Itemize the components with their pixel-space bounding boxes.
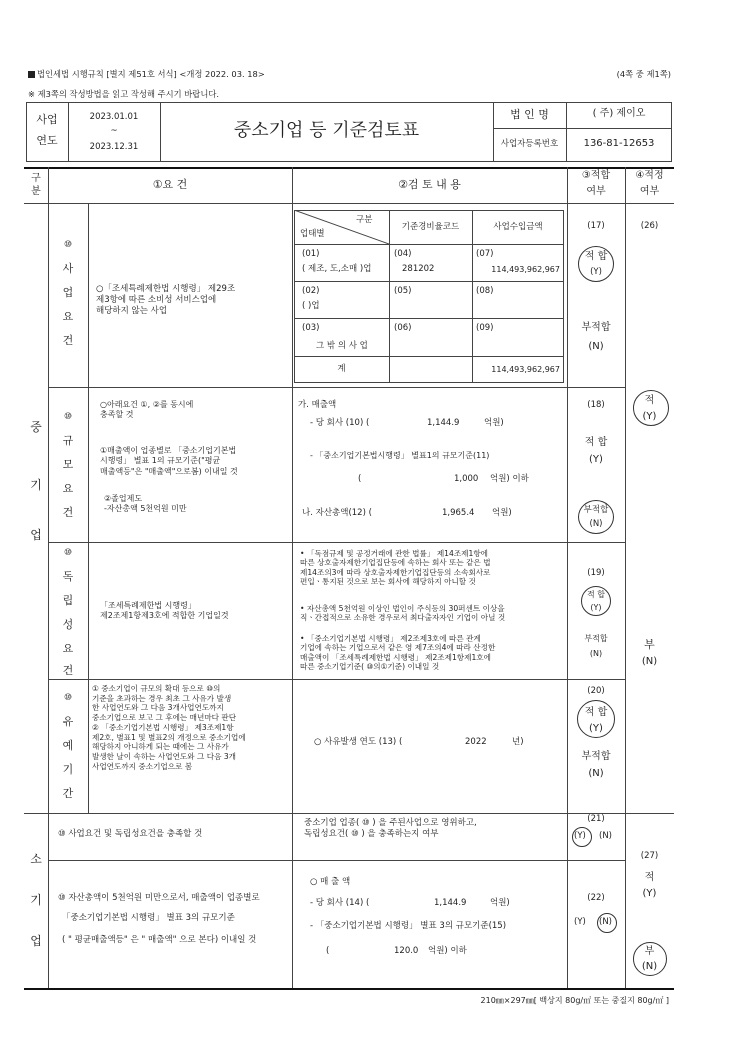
s2-company: - 당 회사 (14) (: [310, 898, 370, 908]
r102-assets-unit: 억원): [492, 508, 512, 518]
table-h-code: 기준경비율코드: [401, 222, 460, 232]
r102-assets: 나. 자산총액(12) (: [302, 508, 372, 518]
r103-requirement: 「조세특례제한법 시행령」 제2조제1항제3호에 적합한 기업일것: [100, 601, 229, 621]
s2-req1: ⑩ 자산총액이 5천억원 미만으로서, 매출액이 업종별로: [58, 893, 260, 903]
r102-number: ⑩: [63, 412, 73, 422]
year-label-2: 연도: [36, 134, 58, 147]
s2-fit-no: (22): [587, 893, 605, 903]
r103-review-1: • 「독점규제 및 공정거래에 관한 법률」 제14조제1항에 따른 상호출자제한기업집단등에 속하는 회사 또는 같은 법 제14조의3에 따라 상호출자제한기업집단등의 소속회사로 편입ㆍ통지된 것으로 보는 회사에 해당하지 아니할 것: [300, 549, 491, 587]
r101-label-1: 사: [62, 262, 74, 275]
col-fit4-b: 여부: [639, 186, 660, 197]
r103-label-1: 독: [62, 570, 74, 583]
r102-fit-yes: 적 합: [584, 437, 608, 448]
r103-label-3: 성: [62, 618, 74, 631]
s2-criteria-unit: 억원) 이하: [428, 946, 467, 956]
r101-unfit-n: (N): [588, 341, 604, 352]
r104-label-4: 간: [62, 787, 74, 800]
s1-n: (N): [599, 831, 612, 841]
s2-company-amt: 1,144.9: [434, 898, 467, 908]
page-title: 중소기업 등 기준검토표: [233, 120, 420, 141]
period-start: 2023.01.01: [89, 112, 139, 122]
reg-no-label: 사업자등록번호: [500, 139, 559, 149]
corp-name-label: 법 인 명: [510, 108, 549, 121]
table-r3-codeno: (06): [394, 323, 412, 333]
r102-company: - 당 회사 (10) (: [310, 418, 370, 428]
r102-req3: ②졸업제도 -자산총액 5천억원 미만: [104, 494, 187, 514]
col-requirement: ①요 건: [152, 178, 188, 191]
law-text: 법인세법 시행규칙 [별지 제51호 서식] <개정 2022. 03. 18>: [37, 69, 265, 79]
s1-fit-no: (21): [587, 814, 605, 824]
r104-fit-no: (20): [587, 686, 605, 696]
s2-req2: 「중소기업기본법 시행령」 별표 3의 규모기준: [62, 913, 235, 923]
r102-criteria-open: (: [358, 474, 362, 484]
col-review: ②검 토 내 용: [398, 178, 461, 191]
r102-assets-amt: 1,965.4: [442, 508, 475, 518]
r101-fit-no: (17): [587, 221, 605, 231]
r103-fit-yes-y: (Y): [590, 603, 602, 612]
r101-fit-yes: 적 합: [584, 251, 608, 262]
table-r1-codeno: (04): [394, 249, 412, 259]
so-fit4-yes-y: (Y): [642, 888, 657, 899]
instruction-note: ※ 제3쪽의 작성방법을 읽고 작성해 주시기 바랍니다.: [28, 89, 219, 99]
jung-fit4-yes: 적: [644, 395, 655, 406]
table-r2-amtno: (08): [476, 286, 494, 296]
r102-criteria-unit: 억원) 이하: [490, 474, 529, 484]
so-fit4-unfit-n: (N): [641, 961, 658, 972]
r104-fit-yes: 적 합: [584, 707, 608, 718]
col-fit3-b: 여부: [586, 186, 606, 197]
s2-criteria-open: (: [326, 946, 330, 956]
r104-year: 2022: [465, 737, 487, 747]
s1-requirement: ⑩ 사업요건 및 독립성요건을 충족할 것: [58, 829, 203, 839]
r101-unfit: 부적합: [581, 322, 611, 333]
table-r2-no: (02): [302, 286, 320, 296]
r104-requirement: ① 중소기업이 규모의 확대 등으로 ⑩의 기준을 초과하는 경우 최초 그 사유가 발생 한 사업연도와 그 다음 3개사업연도까지 중소기업으로 보고 그 후에는 매년마다 판단 ② 「중소기업기본법 시행령」 제3조제1항 제2호, 별표1 및 별표2의 개정으로 중소기업에 해당하지 아니하게 되는 때에는 그 사유가 발생한 날이 속하는 사업연도와 그 다음 3개 사업연도까지 중소기업으로 봄: [92, 684, 246, 771]
square-bullet-icon: [28, 71, 35, 78]
r102-unfit: 부적합: [583, 505, 609, 515]
paper-size-footer: 210㎜×297㎜[ 백상지 80g/㎡ 또는 중질지 80g/㎡ ]: [480, 996, 669, 1005]
table-total-label: 계: [337, 364, 346, 374]
side-so-3: 업: [30, 934, 42, 948]
s2-company-unit: 억원): [490, 898, 510, 908]
r104-unfit: 부적합: [581, 751, 611, 762]
jung-fit4-unfit: 부: [644, 638, 655, 651]
side-so-1: 소: [30, 852, 42, 866]
r103-label-4: 요: [62, 642, 74, 655]
r102-fit-yes-y: (Y): [589, 454, 603, 465]
r102-criteria: - 「중소기업기본법시행령」 별표1의 규모기준(11): [310, 451, 490, 460]
r103-number: ⑩: [63, 548, 73, 558]
r102-label-1: 규: [62, 434, 74, 447]
r102-unfit-n: (N): [589, 519, 603, 529]
corp-name: ( 주) 제이오: [592, 108, 646, 119]
r103-fit-yes: 적 합: [587, 590, 605, 599]
side-jung-2: 기: [30, 478, 42, 492]
r102-req2: ①매출액이 업종별로 「중소기업기본법 시행령」 별표 1의 규모기준("평균 매출액등"은 "매출액"으로봄) 이내일 것: [100, 446, 238, 476]
r104-label-1: 유: [62, 715, 74, 728]
r104-label-2: 예: [62, 739, 74, 752]
r103-review-2: • 자산총액 5천억원 이상인 법인이 주식등의 30퍼센트 이상을 직ㆍ간접적으로 소유한 경우로서 최다출자자인 기업이 아닐 것: [300, 604, 506, 623]
s1-review: 중소기업 업종( ⑩ ) 을 주된사업으로 영위하고, 독립성요건( ⑩ ) 을 충족하는지 여부: [304, 818, 477, 840]
s2-criteria-amt: 120.0: [394, 946, 419, 956]
r101-requirement: ○「조세특례제한법 시행령」 제29조 제3항에 따른 소비성 서비스업에 해당하지 않는 사업: [96, 284, 236, 317]
side-jung-3: 업: [30, 528, 42, 542]
page-indicator: (4쪽 중 제1쪽): [616, 69, 671, 79]
so-fit4-no: (27): [640, 851, 659, 861]
table-r1-amtno: (07): [476, 249, 494, 259]
year-label-1: 사업: [36, 113, 58, 126]
form-law-reference: [28, 68, 265, 80]
r104-year-unit: 년): [512, 737, 524, 747]
table-r1-no: (01): [302, 249, 320, 259]
side-jung-1: 중: [30, 420, 42, 434]
table-h-biz: 업태별: [300, 229, 325, 239]
r104-fit-yes-y: (Y): [589, 723, 603, 734]
table-r1-code: 281202: [402, 264, 435, 274]
r103-label-2: 립: [62, 594, 74, 607]
r103-fit-no: (19): [587, 568, 605, 578]
jung-fit4-no: (26): [640, 221, 659, 231]
r103-unfit: 부적합: [584, 634, 608, 643]
table-r2-name: ( )업: [302, 301, 320, 311]
col-gubun-1: 구: [31, 173, 41, 184]
r101-label-2: 업: [62, 286, 74, 299]
s2-y: (Y): [574, 917, 586, 927]
r102-company-unit: 억원): [484, 418, 504, 428]
r104-number: ⑩: [63, 693, 73, 703]
r101-fit-yes-y: (Y): [590, 267, 602, 277]
table-r3-amtno: (09): [476, 323, 494, 333]
r102-fit-no: (18): [587, 400, 605, 410]
r102-company-amt: 1,144.9: [427, 418, 460, 428]
s2-criteria: - 「중소기업기본법 시행령」 별표 3의 규모기준(15): [310, 921, 507, 931]
r101-label-3: 요: [62, 310, 74, 323]
r104-label-3: 기: [62, 763, 74, 776]
so-fit4-yes: 적: [644, 872, 655, 883]
r102-label-3: 요: [62, 482, 74, 495]
r101-number: ⑩: [63, 240, 73, 250]
r102-criteria-amt: 1,000: [454, 474, 479, 484]
period-tilde: ~: [110, 126, 118, 136]
table-r1-name: ( 제조, 도,소매 )업: [302, 264, 372, 274]
r104-unfit-n: (N): [588, 768, 604, 779]
r102-sales-label: 가. 매출액: [298, 400, 337, 410]
r103-label-5: 건: [62, 664, 74, 677]
r102-label-4: 건: [62, 506, 74, 519]
side-so-2: 기: [30, 893, 42, 907]
r102-req1: ○아래요건 ①, ②를 동시에 충족할 것: [100, 400, 194, 420]
jung-fit4-unfit-n: (N): [641, 656, 658, 667]
r104-year-label: ○ 사유발생 연도 (13) (: [314, 737, 403, 747]
reg-no: 136-81-12653: [583, 138, 655, 149]
table-r3-no: (03): [302, 323, 320, 333]
col-fit4-a: ④적정: [635, 170, 664, 181]
r103-review-3: • 「중소기업기본법 시행령」 제2조제3호에 따른 관계 기업에 속하는 기업으로서 같은 영 제7조의4에 따라 산정한 매출액이 「조세특례제한법 시행령」 제2조제1항제1호에 따른 중소기업기준( ⑩의①기준) 이내일 것: [300, 634, 496, 672]
col-fit3-a: ③적합: [581, 170, 611, 181]
s2-n: (N): [599, 917, 612, 927]
table-r1-amt: 114,493,962,967: [491, 265, 560, 274]
col-gubun-2: 분: [31, 186, 41, 197]
r103-unfit-n: (N): [589, 649, 603, 658]
period-end: 2023.12.31: [89, 142, 139, 152]
jung-fit4-yes-y: (Y): [642, 411, 657, 422]
table-r2-codeno: (05): [394, 286, 412, 296]
table-h-gubun: 구분: [356, 215, 373, 225]
so-fit4-unfit: 부: [644, 946, 655, 957]
table-r3-name: 그 밖 의 사 업: [316, 341, 368, 351]
r101-label-4: 건: [62, 334, 74, 347]
s2-req3: ( " 평균매출액등" 은 " 매출액" 으로 본다) 이내일 것: [62, 935, 257, 945]
s1-y: (Y): [574, 831, 586, 841]
table-h-amt: 사업수입금액: [493, 222, 543, 232]
r102-label-2: 모: [62, 458, 74, 471]
table-total-amt: 114,493,962,967: [491, 365, 560, 374]
s2-sales-label: ○ 매 출 액: [310, 877, 351, 887]
